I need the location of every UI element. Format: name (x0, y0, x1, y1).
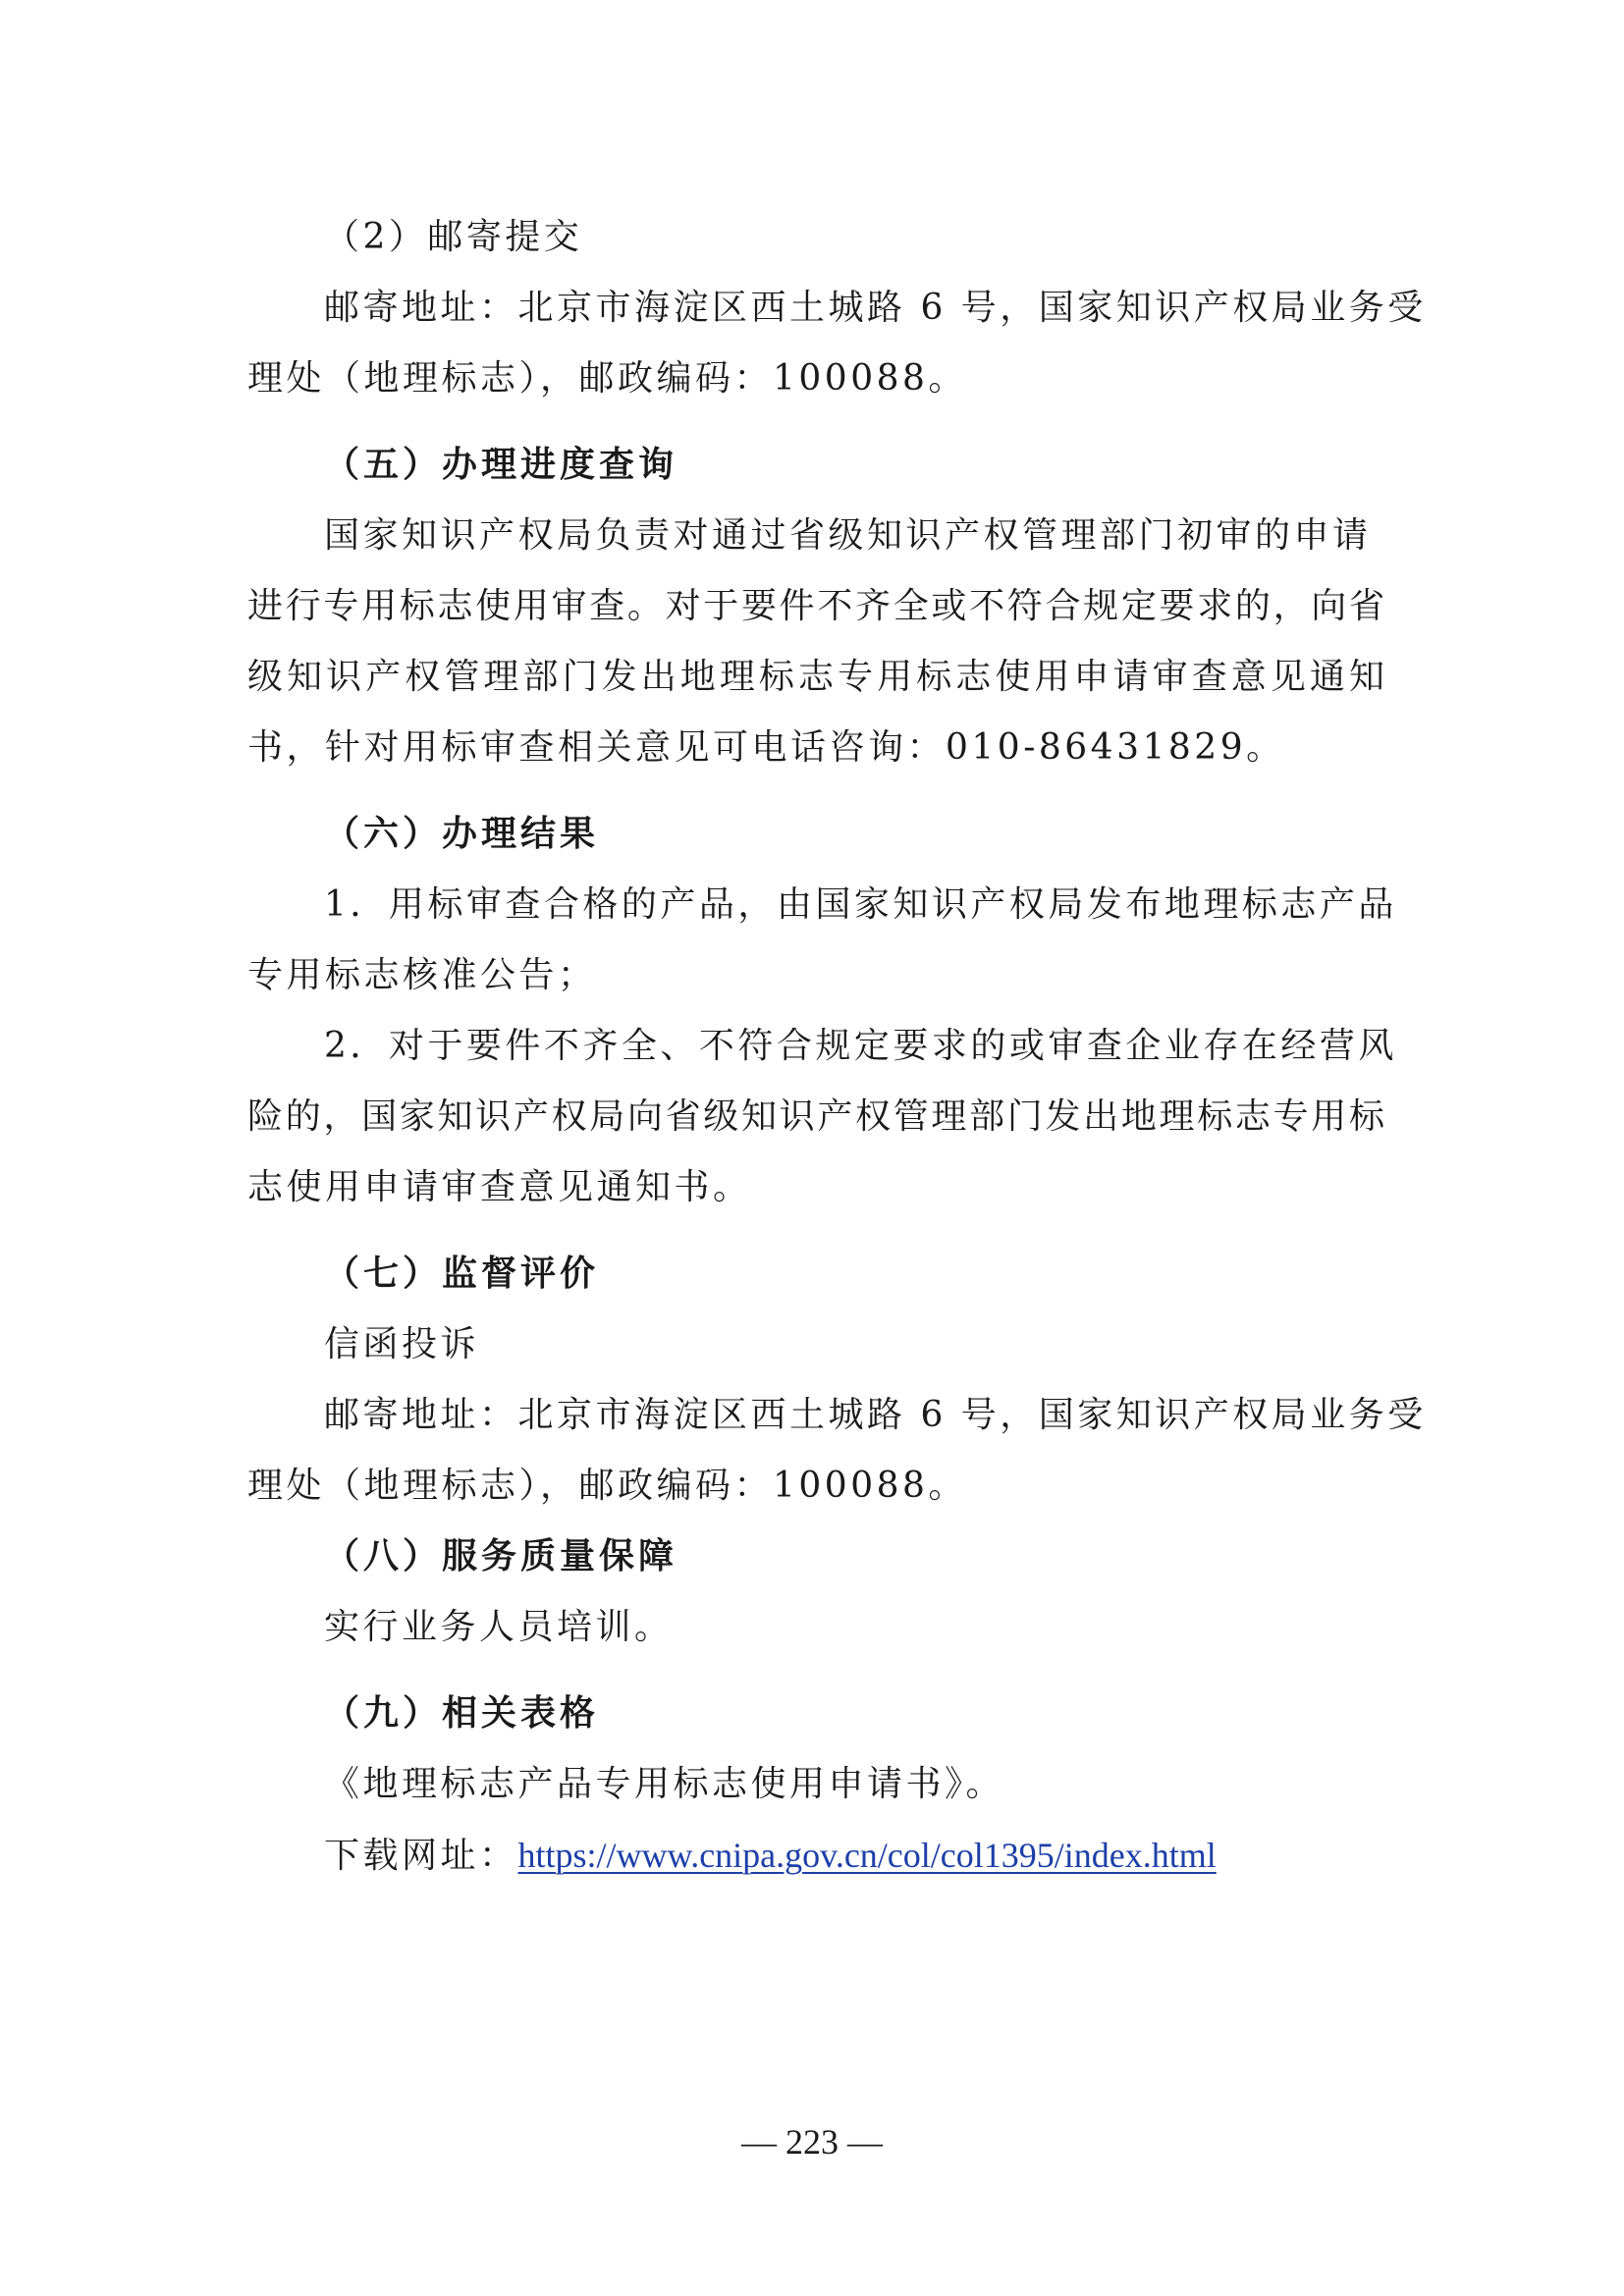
result-item2-line1: 2．对于要件不齐全、不符合规定要求的或审查企业存在经营风 (324, 1026, 1397, 1066)
forms-line1: 《地理标志产品专用标志使用申请书》。 (324, 1764, 1005, 1804)
progress-line4: 书，针对用标审查相关意见可电话咨询：010-86431829。 (247, 727, 1285, 768)
download-row (324, 1832, 1217, 1880)
result-item1-line2: 专用标志核准公告； (247, 955, 597, 995)
progress-heading: （五）办理进度查询 (324, 445, 678, 485)
result-heading: （六）办理结果 (324, 814, 600, 854)
result-item2-line3: 志使用申请审查意见通知书。 (247, 1167, 752, 1207)
supervision-address-line2: 理处（地理标志），邮政编码：100088。 (247, 1466, 967, 1506)
progress-line3: 级知识产权管理部门发出地理标志专用标志使用申请审查意见通知 (247, 657, 1386, 697)
download-label: 下载网址： (324, 1836, 518, 1876)
quality-line1: 实行业务人员培训。 (324, 1607, 674, 1647)
mail-address-line2: 理处（地理标志），邮政编码：100088。 (247, 358, 967, 399)
mail-submit-title: （2）邮寄提交 (324, 217, 583, 257)
forms-heading: （九）相关表格 (324, 1693, 600, 1734)
page-number: — 223 — (741, 2122, 883, 2162)
progress-line1: 国家知识产权局负责对通过省级知识产权管理部门初审的申请 (324, 515, 1372, 556)
result-item2-line2: 险的，国家知识产权局向省级知识产权管理部门发出地理标志专用标 (247, 1096, 1386, 1137)
supervision-heading: （七）监督评价 (324, 1254, 600, 1294)
download-link[interactable]: https://www.cnipa.gov.cn/col/col1395/index.html (517, 1836, 1217, 1875)
quality-heading: （八）服务质量保障 (324, 1536, 678, 1576)
supervision-address-line1: 邮寄地址：北京市海淀区西土城路 6 号，国家知识产权局业务受 (324, 1395, 1427, 1435)
progress-line2: 进行专用标志使用审查。对于要件不齐全或不符合规定要求的，向省 (247, 586, 1386, 626)
mail-address-line1: 邮寄地址：北京市海淀区西土城路 6 号，国家知识产权局业务受 (324, 288, 1427, 328)
supervision-subtitle: 信函投诉 (324, 1324, 480, 1364)
result-item1-line1: 1．用标审查合格的产品，由国家知识产权局发布地理标志产品 (324, 884, 1397, 925)
